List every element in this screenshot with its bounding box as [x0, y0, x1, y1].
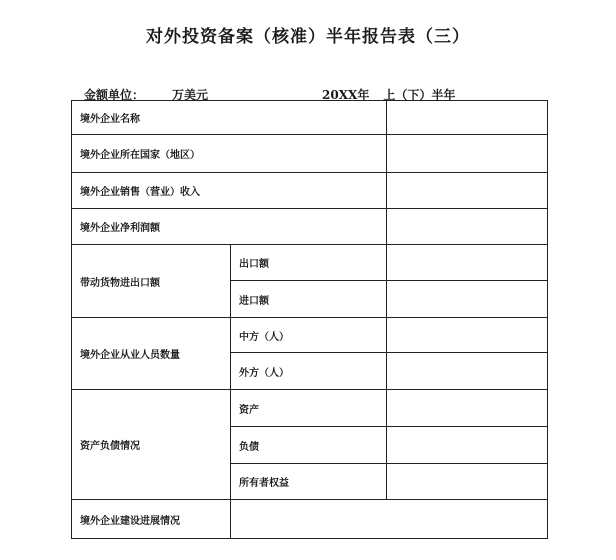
equity-value[interactable] — [387, 464, 548, 500]
trade-value-label: 带动货物进出口额 — [72, 245, 231, 318]
report-table — [71, 100, 548, 539]
table-row — [72, 318, 548, 353]
liabilities-label: 负债 — [231, 427, 387, 464]
table-row — [72, 209, 548, 245]
foreign-staff-label: 外方（人） — [231, 353, 387, 390]
report-half: 上（下）半年 — [383, 88, 456, 102]
net-profit-value[interactable] — [387, 209, 548, 245]
enterprise-name-value[interactable] — [387, 101, 548, 135]
foreign-staff-value[interactable] — [387, 353, 548, 390]
report-year: 20XX年 — [322, 88, 370, 102]
chinese-staff-label: 中方（人） — [231, 318, 387, 353]
import-value-label: 进口额 — [231, 281, 387, 318]
country-label: 境外企业所在国家（地区） — [72, 135, 387, 173]
table-row — [72, 245, 548, 281]
table-row — [72, 101, 548, 135]
progress-value[interactable] — [231, 500, 548, 539]
table-row — [72, 173, 548, 209]
import-value-value[interactable] — [387, 281, 548, 318]
chinese-staff-value[interactable] — [387, 318, 548, 353]
progress-label: 境外企业建设进展情况 — [72, 500, 231, 539]
table-row — [72, 390, 548, 427]
employees-label: 境外企业从业人员数量 — [72, 318, 231, 390]
balance-sheet-label: 资产负债情况 — [72, 390, 231, 500]
form-title: 对外投资备案（核准）半年报告表（三） — [146, 27, 470, 47]
sales-revenue-value[interactable] — [387, 173, 548, 209]
net-profit-label: 境外企业净利润额 — [72, 209, 387, 245]
currency-label: 金额单位： — [84, 88, 145, 102]
assets-label: 资产 — [231, 390, 387, 427]
assets-value[interactable] — [387, 390, 548, 427]
enterprise-name-label: 境外企业名称 — [72, 101, 387, 135]
liabilities-value[interactable] — [387, 427, 548, 464]
table-row — [72, 135, 548, 173]
sales-revenue-label: 境外企业销售（营业）收入 — [72, 173, 387, 209]
currency-unit: 万美元 — [172, 88, 209, 102]
export-value-value[interactable] — [387, 245, 548, 281]
table-row — [72, 500, 548, 539]
export-value-label: 出口额 — [231, 245, 387, 281]
country-value[interactable] — [387, 135, 548, 173]
equity-label: 所有者权益 — [231, 464, 387, 500]
